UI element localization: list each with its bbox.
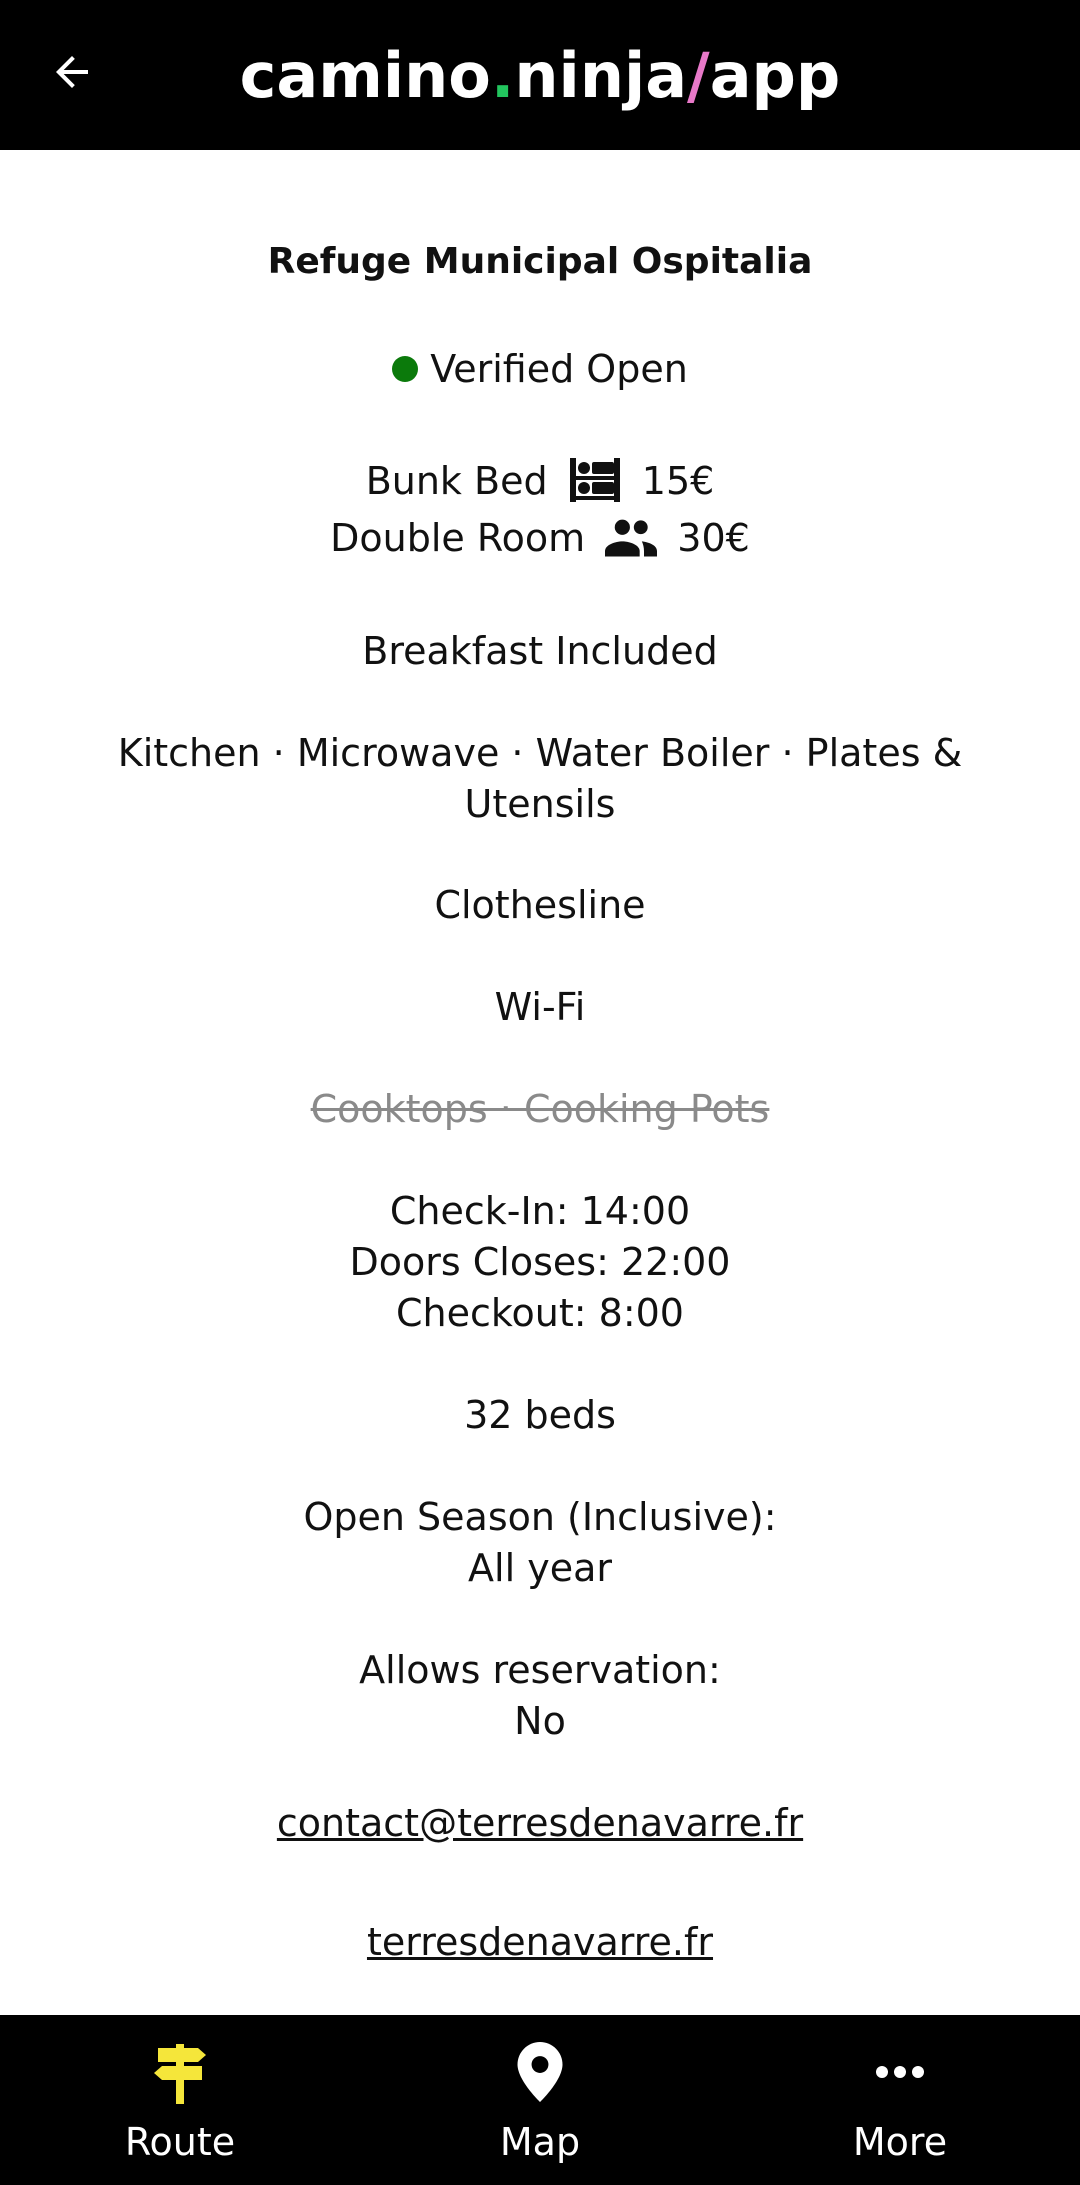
clothesline-amenity: Clothesline [434, 883, 646, 927]
nav-map[interactable] [360, 2015, 720, 2185]
signpost-icon [145, 2037, 215, 2107]
status-row [60, 344, 1020, 395]
nav-more-label: More [852, 2120, 948, 2164]
status-open-indicator [392, 356, 418, 382]
people-icon [605, 517, 657, 557]
double-room-row [60, 513, 1020, 564]
bed-count: 32 beds [464, 1393, 616, 1437]
reservation-label: Allows reservation: [359, 1648, 721, 1692]
nav-more[interactable] [720, 2015, 1080, 2185]
map-pin-icon [505, 2037, 575, 2107]
website-row [60, 1917, 1020, 1968]
wifi-amenity: Wi-Fi [494, 985, 586, 1029]
bunk-bed-icon [568, 456, 622, 504]
checkin-time: Check-In: 14:00 [389, 1189, 691, 1233]
checkout-time: Checkout: 8:00 [396, 1291, 684, 1335]
bunk-bed-row [60, 456, 1020, 507]
nav-route[interactable] [0, 2015, 360, 2185]
double-room-label: Double Room [330, 516, 586, 560]
email-link[interactable]: contact@terresdenavarre.fr [276, 1801, 804, 1845]
bunk-bed-label: Bunk Bed [365, 459, 548, 503]
double-room-price: 30€ [677, 516, 750, 560]
more-dots-icon [865, 2037, 935, 2107]
doors-close-time: Doors Closes: 22:00 [349, 1240, 731, 1284]
email-row [60, 1798, 1020, 1849]
bunk-bed-price: 15€ [641, 459, 715, 503]
open-season-label: Open Season (Inclusive): [303, 1495, 777, 1539]
refuge-name: Refuge Municipal Ospitalia [267, 241, 813, 282]
app-header [0, 0, 1080, 150]
kitchen-amenities: Kitchen · Microwave · Water Boiler · Plates & Utensils [117, 731, 963, 826]
refuge-details [0, 150, 1080, 2015]
website-link[interactable]: terresdenavarre.fr [366, 1920, 714, 1964]
nav-map-label: Map [499, 2120, 581, 2164]
unavailable-amenities: Cooktops · Cooking Pots [310, 1087, 770, 1131]
bottom-navigation [0, 2015, 1080, 2185]
status-text: Verified Open [430, 347, 688, 391]
app-logo: camino.ninja/app [239, 39, 841, 112]
breakfast-info: Breakfast Included [362, 629, 718, 673]
nav-route-label: Route [124, 2120, 236, 2164]
reservation-value: No [514, 1699, 566, 1743]
open-season-value: All year [468, 1546, 612, 1590]
